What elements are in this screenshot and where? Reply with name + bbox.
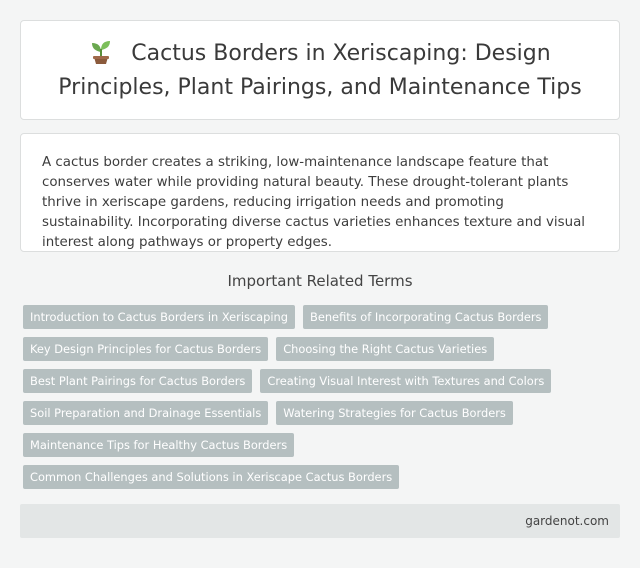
related-term-tag[interactable]: Creating Visual Interest with Textures and Colors	[260, 369, 551, 393]
related-term-tag[interactable]: Maintenance Tips for Healthy Cactus Borders	[23, 433, 294, 457]
intro-card	[20, 133, 620, 252]
related-terms-list	[23, 305, 623, 489]
footer	[20, 504, 620, 538]
related-term-tag[interactable]: Choosing the Right Cactus Varieties	[276, 337, 494, 361]
title-card	[20, 20, 620, 120]
footer-site[interactable]: gardenot.com	[525, 514, 609, 528]
related-term-tag[interactable]: Key Design Principles for Cactus Borders	[23, 337, 268, 361]
page-title-text: Cactus Borders in Xeriscaping: Design Principles, Plant Pairings, and Maintenance Tips	[58, 40, 582, 100]
related-term-tag[interactable]: Best Plant Pairings for Cactus Borders	[23, 369, 252, 393]
related-term-tag[interactable]: Common Challenges and Solutions in Xeriscape Cactus Borders	[23, 465, 399, 489]
sprout-icon	[89, 38, 113, 73]
related-term-tag[interactable]: Introduction to Cactus Borders in Xeriscaping	[23, 305, 295, 329]
related-term-tag[interactable]: Soil Preparation and Drainage Essentials	[23, 401, 268, 425]
related-term-tag[interactable]: Watering Strategies for Cactus Borders	[276, 401, 513, 425]
related-terms-heading: Important Related Terms	[227, 272, 413, 290]
page-title	[41, 38, 599, 103]
related-term-tag[interactable]: Benefits of Incorporating Cactus Borders	[303, 305, 548, 329]
intro-text: A cactus border creates a striking, low-maintenance landscape feature that conserves water while providing natural beauty. These drought-tolerant plants thrive in xeriscape gardens, reducing irrigation needs and promoting sustainability. Incorporating diverse cactus varieties enhances texture and visual interest along pathways or property edges.	[42, 155, 585, 250]
